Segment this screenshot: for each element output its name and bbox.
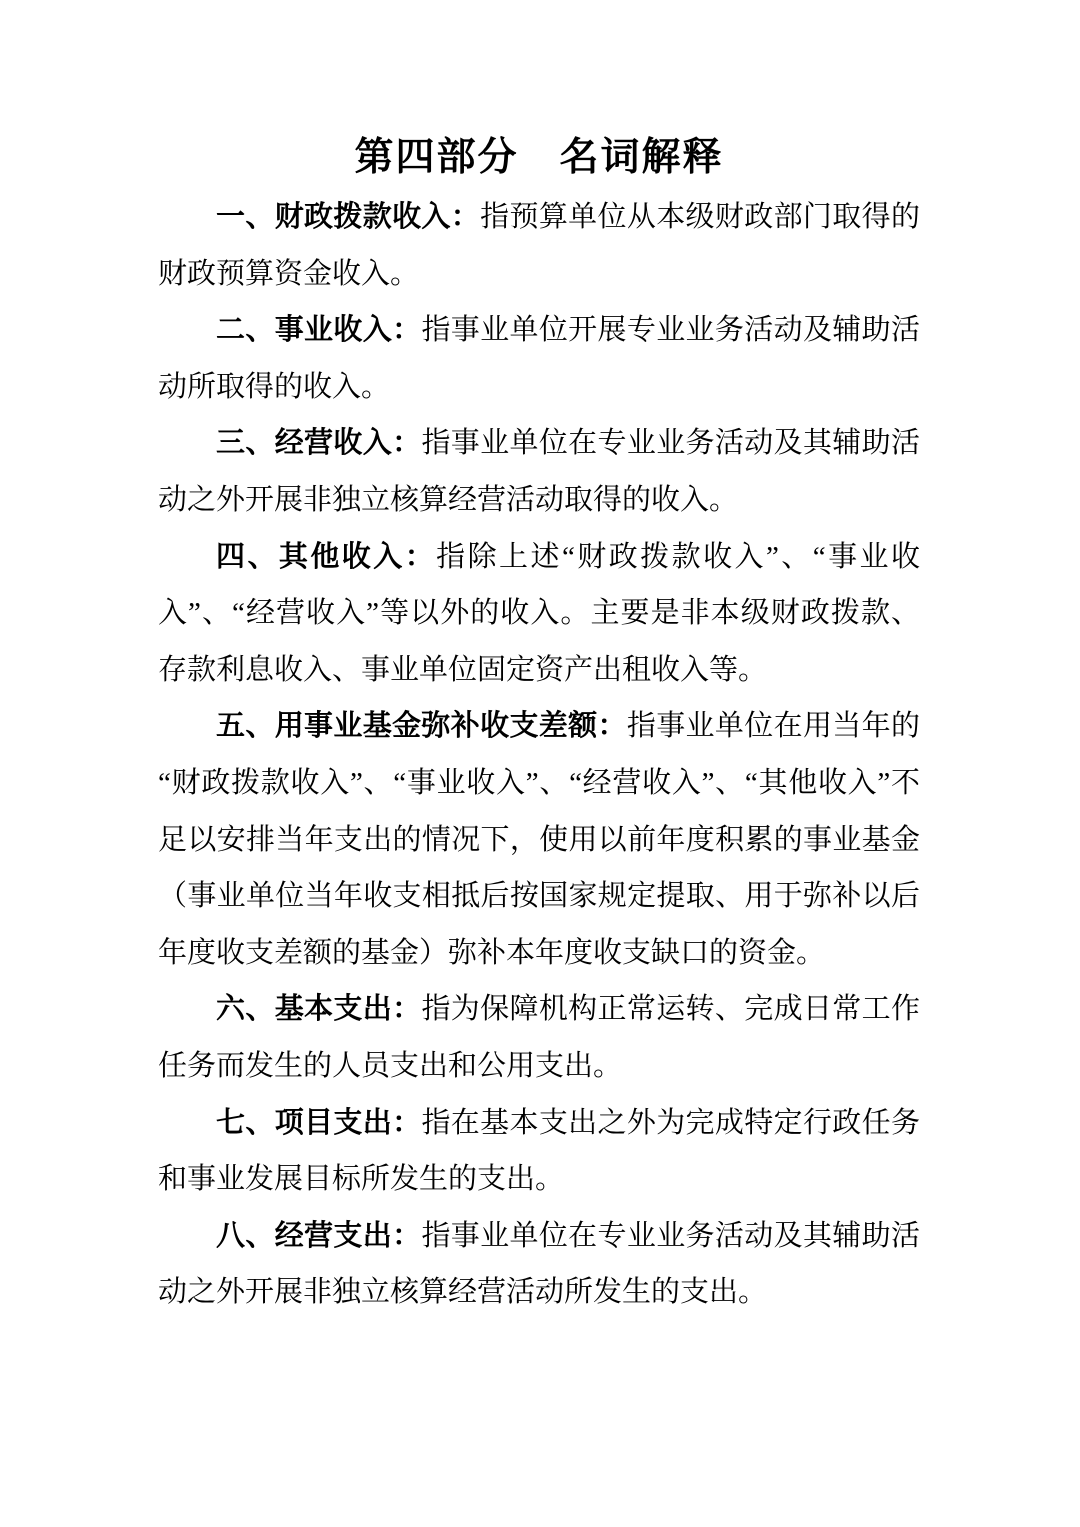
definition-paragraph: [158, 981, 920, 1094]
definition-paragraph: [158, 1095, 920, 1208]
definition-paragraph: [158, 529, 920, 699]
term-label: 三、经营收入：: [216, 427, 422, 460]
definition-text: 指在基本支出之外为完成特定行政任务和事业发展目标所发生的支出。: [158, 1106, 920, 1196]
definition-paragraph: [158, 302, 920, 415]
term-label: 二、事业收入：: [216, 314, 422, 347]
term-label: 五、用事业基金弥补收支差额：: [216, 710, 627, 743]
definition-text: 指事业单位在用当年的“财政拨款收入”、“事业收入”、“经营收入”、“其他收入”不足以安排当年支出的情况下，使用以前年度积累的事业基金（事业单位当年收支相抵后按国家规定提取、用于弥补以后年度收支差额的基金）弥补本年度收支缺口的资金。: [158, 710, 920, 969]
definition-text: 指除上述“财政拨款收入”、“事业收入”、“经营收入”等以外的收入。主要是非本级财政拨款、存款利息收入、事业单位固定资产出租收入等。: [158, 540, 920, 686]
definition-text: 指事业单位在专业业务活动及其辅助活动之外开展非独立核算经营活动所发生的支出。: [158, 1219, 920, 1309]
definition-paragraph: [158, 189, 920, 302]
definition-text: 指预算单位从本级财政部门取得的财政预算资金收入。: [158, 201, 920, 290]
definition-text: 指为保障机构正常运转、完成日常工作任务而发生的人员支出和公用支出。: [158, 993, 920, 1082]
term-label: 一、财政拨款收入：: [216, 201, 481, 233]
document-body: [158, 189, 920, 1321]
definition-paragraph: [158, 698, 920, 981]
definition-text: 指事业单位开展专业业务活动及辅助活动所取得的收入。: [158, 314, 920, 403]
definition-text: 指事业单位在专业业务活动及其辅助活动之外开展非独立核算经营活动取得的收入。: [158, 427, 920, 516]
definition-paragraph: [158, 415, 920, 528]
term-label: 六、基本支出：: [216, 993, 422, 1026]
term-label: 八、经营支出：: [216, 1219, 422, 1252]
term-label: 七、项目支出：: [216, 1106, 422, 1139]
definition-paragraph: [158, 1208, 920, 1321]
page-title: 第四部分 名词解释: [354, 136, 724, 179]
term-label: 四、其他收入：: [216, 540, 437, 573]
